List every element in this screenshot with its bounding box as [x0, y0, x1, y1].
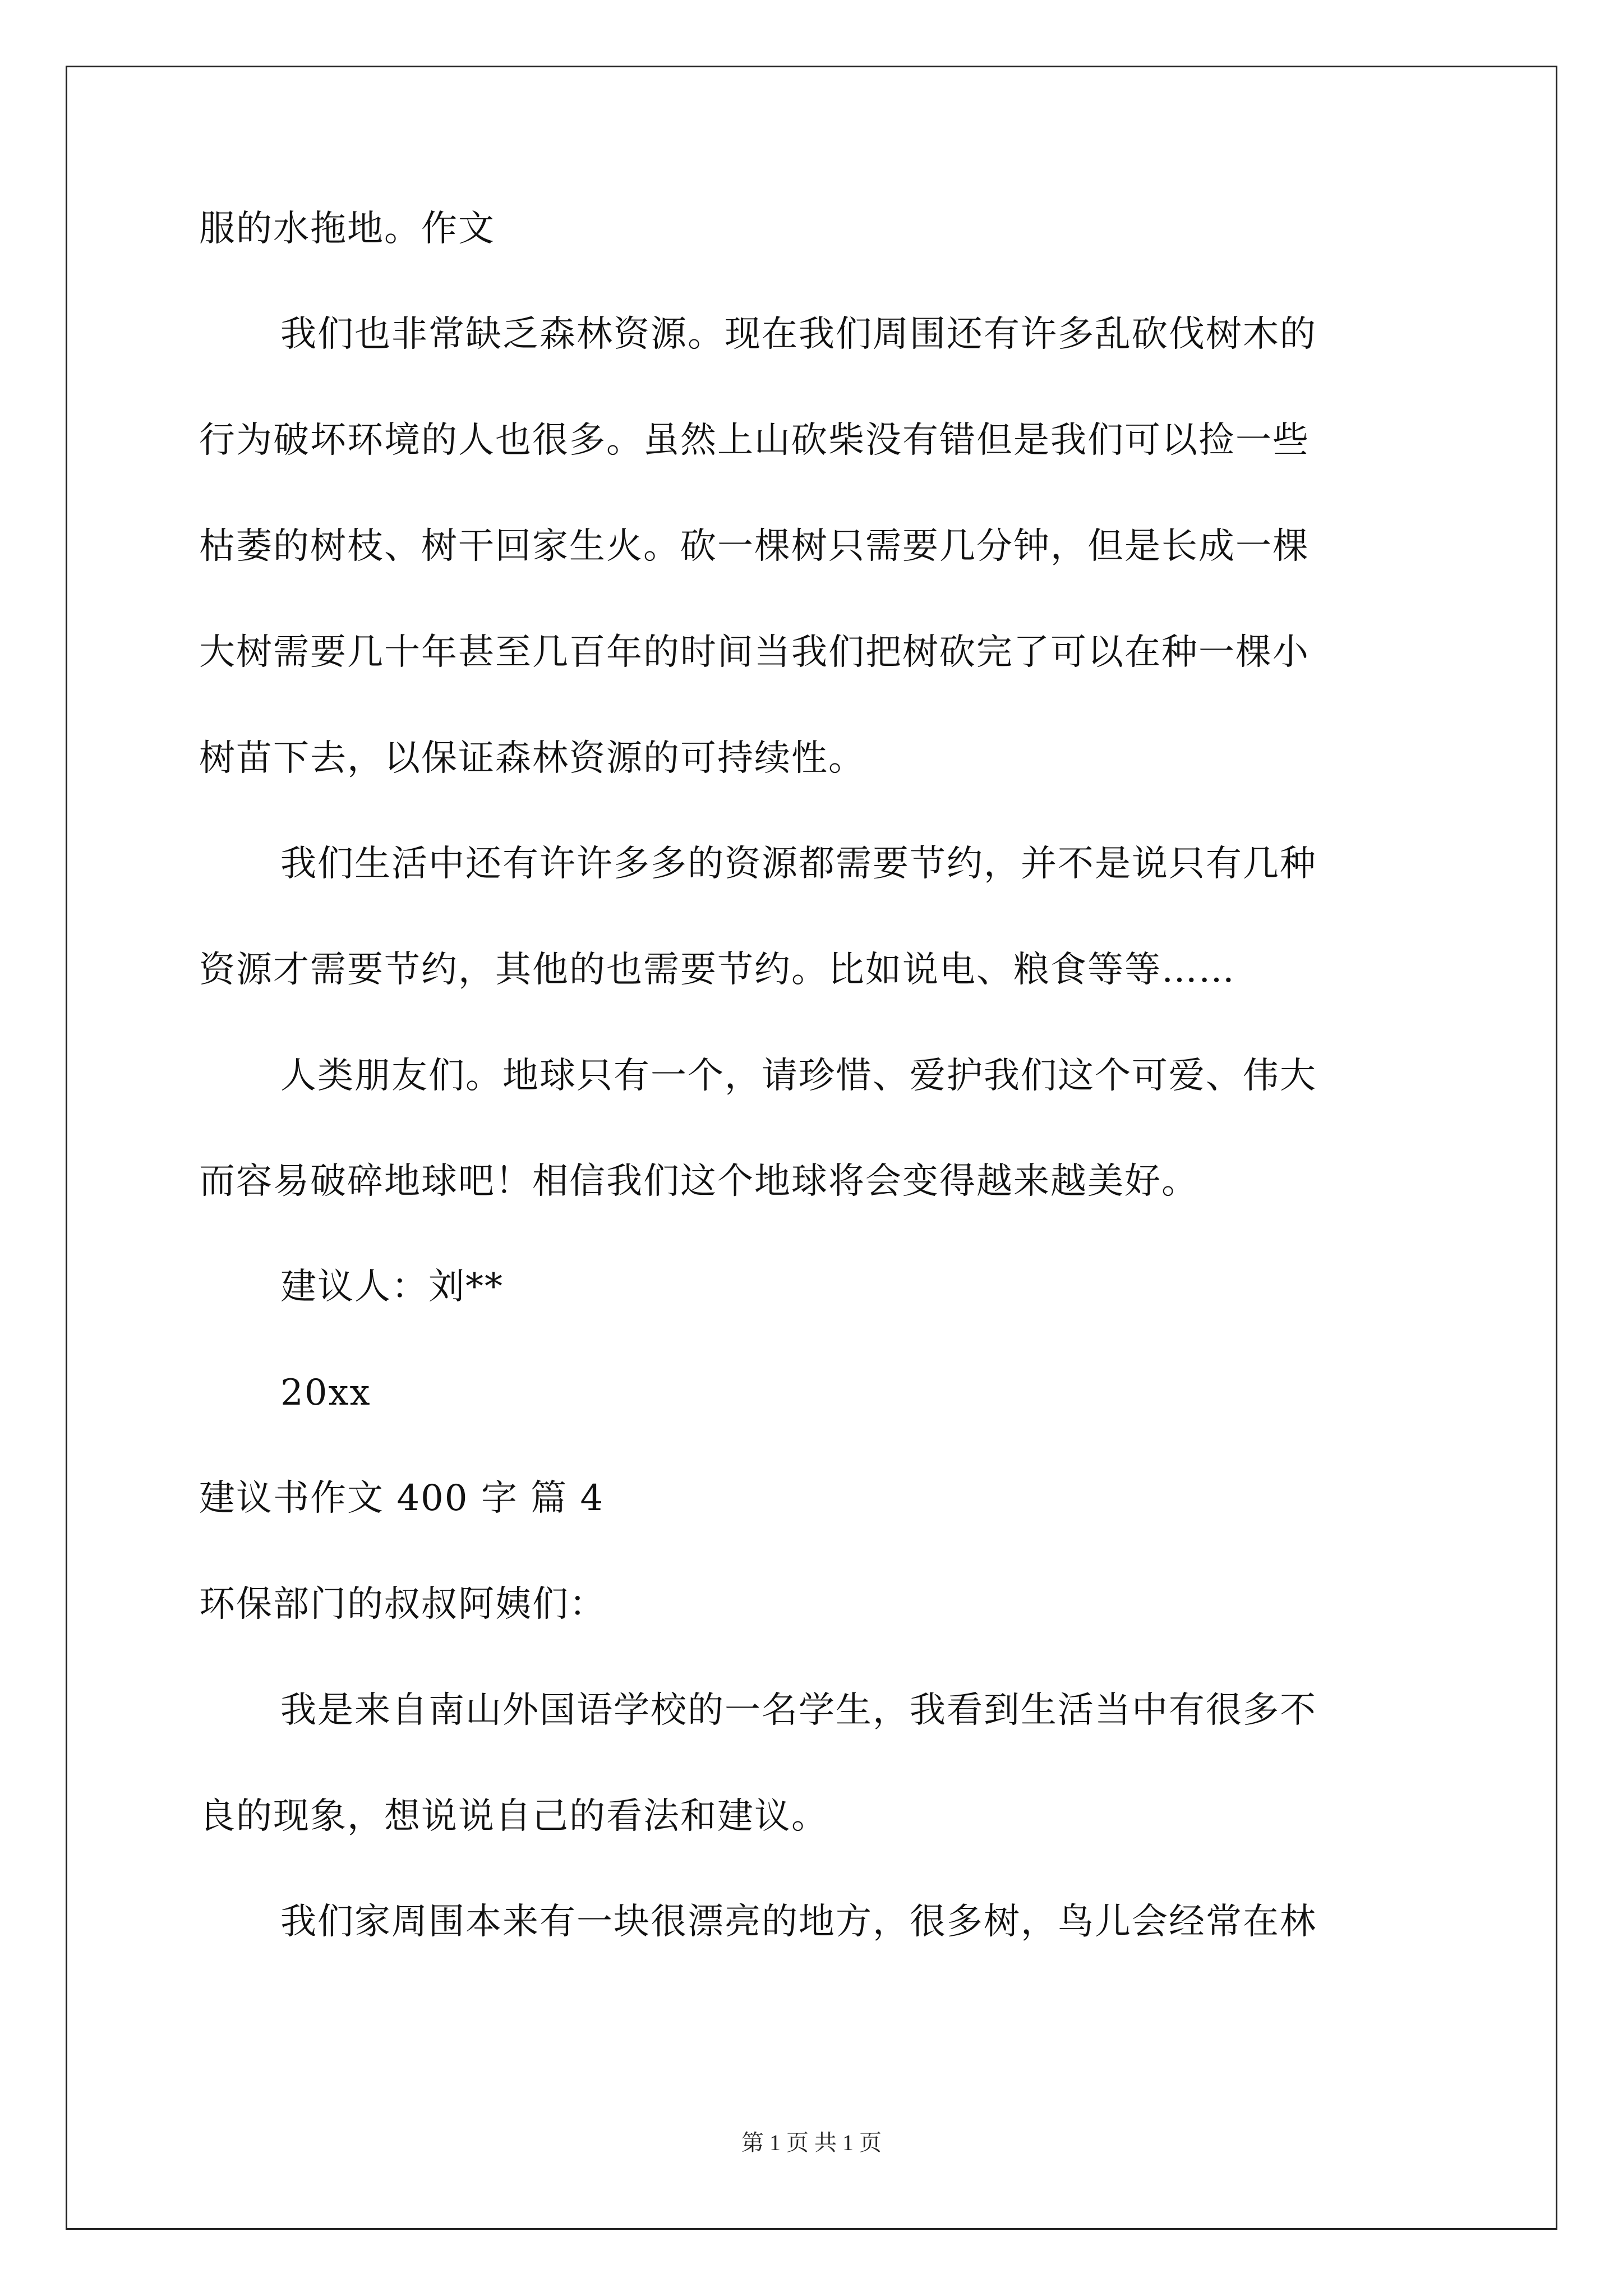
text-line-9: 人类朋友们。地球只有一个，请珍惜、爱护我们这个可爱、伟大 [280, 1055, 1317, 1097]
text-line-3: 行为破坏环境的人也很多。虽然上山砍柴没有错但是我们可以捡一些 [199, 420, 1310, 461]
page-footer: 第 1 页 共 1 页 [741, 2130, 882, 2155]
text-line-6: 树苗下去，以保证森林资源的可持续性。 [199, 738, 865, 779]
text-line-10: 而容易破碎地球吧！相信我们这个地球将会变得越来越美好。 [199, 1161, 1198, 1202]
salutation: 环保部门的叔叔阿姨们： [199, 1584, 606, 1625]
text-line-1: 服的水拖地。作文 [199, 208, 495, 250]
text-line-15: 我是来自南山外国语学校的一名学生，我看到生活当中有很多不 [280, 1690, 1317, 1731]
text-line-16: 良的现象，想说说自己的看法和建议。 [199, 1796, 828, 1837]
text-line-2: 我们也非常缺乏森林资源。现在我们周围还有许多乱砍伐树木的 [280, 314, 1317, 355]
text-line-5: 大树需要几十年甚至几百年的时间当我们把树砍完了可以在种一棵小 [199, 632, 1310, 673]
text-line-17: 我们家周围本来有一块很漂亮的地方，很多树，鸟儿会经常在林 [280, 1901, 1317, 1943]
text-line-8: 资源才需要节约，其他的也需要节约。比如说电、粮食等等…… [199, 949, 1235, 991]
text-line-4: 枯萎的树枝、树干回家生火。砍一棵树只需要几分钟，但是长成一棵 [199, 526, 1310, 567]
text-line-12: 20xx [280, 1372, 371, 1414]
text-line-7: 我们生活中还有许许多多的资源都需要节约，并不是说只有几种 [280, 843, 1317, 885]
text-line-11: 建议人：刘** [280, 1266, 504, 1308]
section-heading: 建议书作文 400 字 篇 4 [199, 1478, 605, 1519]
